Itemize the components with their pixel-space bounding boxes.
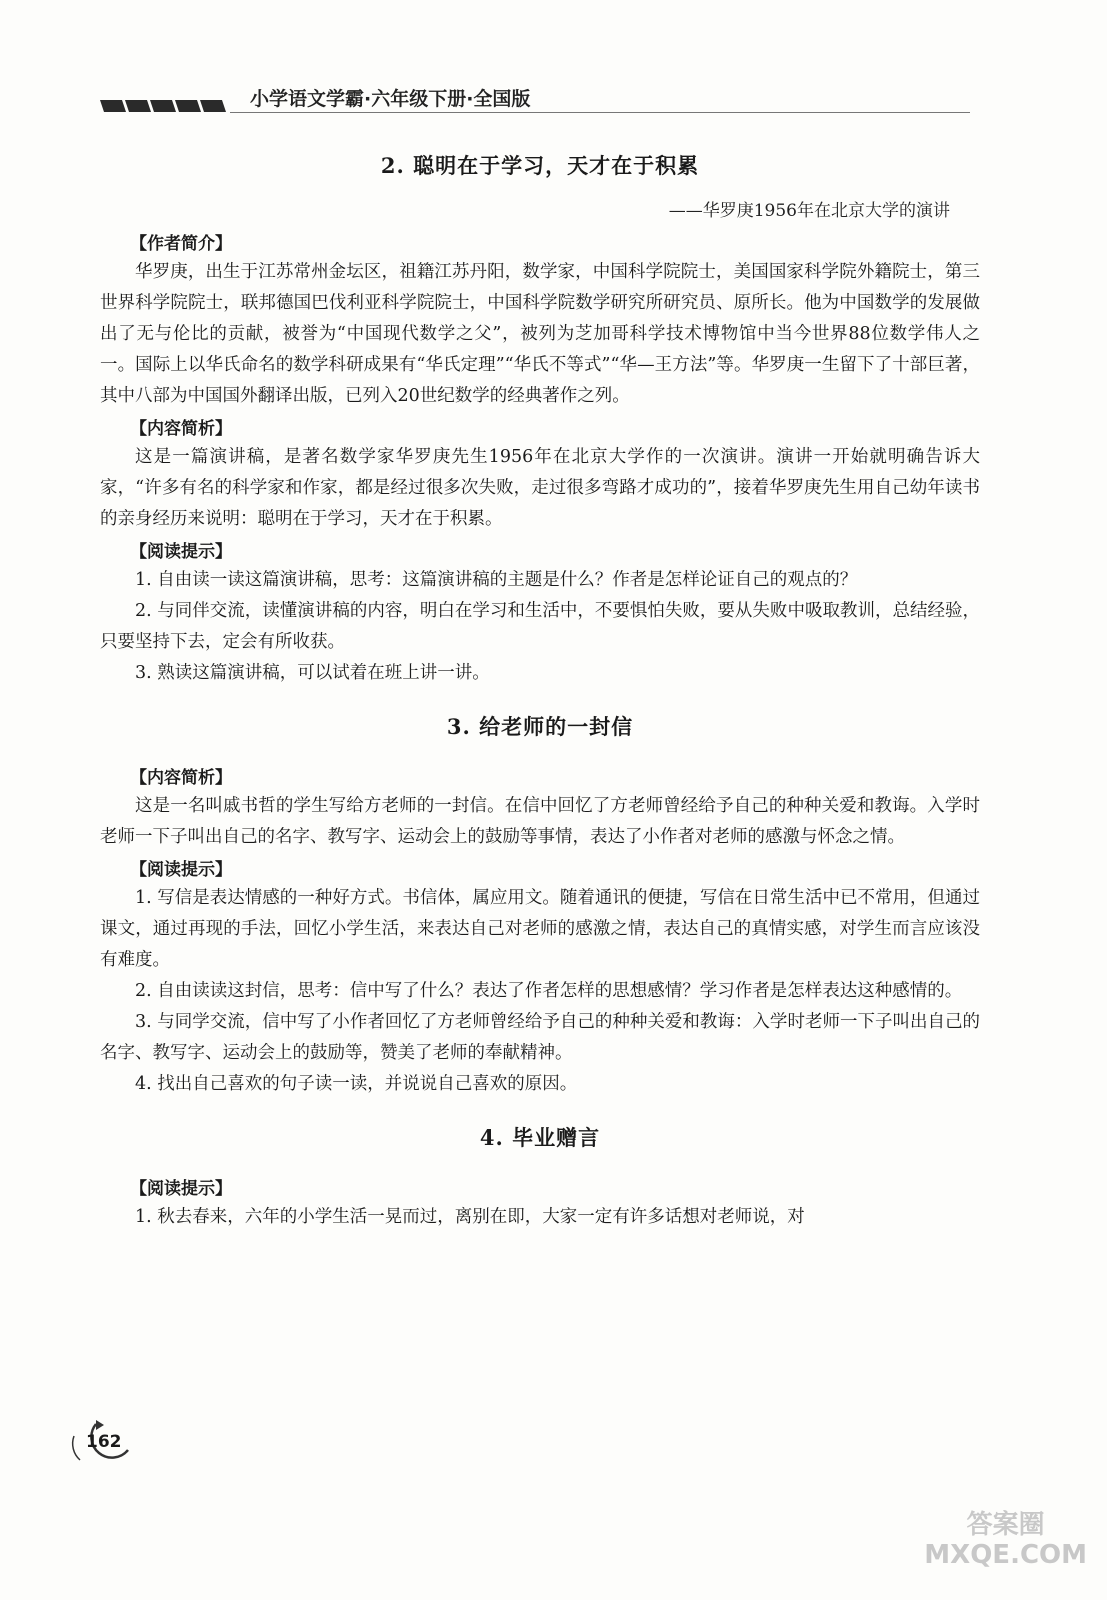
block-label: 【阅读提示】: [130, 542, 232, 562]
paragraph: 1. 写信是表达情感的一种好方式。书信体，属应用文。随着通讯的便捷，写信在日常生活中已不常用，但通过课文，通过再现的手法，回忆小学生活，来表达自己对老师的感激之情，表达自己的真情实感，对学生而言应该没有难度。: [100, 888, 980, 970]
paragraph: 这是一篇演讲稿，是著名数学家华罗庚先生1956年在北京大学作的一次演讲。演讲一开始就明确告诉大家，“许多有名的科学家和作家，都是经过很多次失败，走过很多弯路才成功的”，接着华罗庚先生用自己幼年读书的亲身经历来说明：聪明在于学习，天才在于积累。: [100, 447, 980, 529]
block-label: 【阅读提示】: [130, 860, 232, 880]
paragraph: 3. 熟读这篇演讲稿，可以试着在班上讲一讲。: [135, 663, 490, 683]
section-subtitle: ——华罗庚1956年在北京大学的演讲: [668, 201, 950, 221]
paragraph: 2. 自由读读这封信，思考：信中写了什么？表达了作者怎样的思想感情？学习作者是怎样表达这种感情的。: [135, 981, 963, 1001]
paragraph: 1. 自由读一读这篇演讲稿，思考：这篇演讲稿的主题是什么？作者是怎样论证自己的观点的？: [135, 570, 858, 590]
block-label: 【内容简析】: [130, 419, 232, 439]
section-title: 4. 毕业赠言: [479, 1125, 601, 1150]
page-number: 162: [86, 1432, 122, 1452]
paragraph: 1. 秋去春来，六年的小学生活一晃而过，离别在即，大家一定有许多话想对老师说，对: [135, 1207, 805, 1227]
watermark-line2: MXQE.COM: [924, 1540, 1087, 1570]
watermark-line1: 答案圈: [966, 1510, 1045, 1540]
section-title: 3. 给老师的一封信: [446, 714, 634, 739]
block-label: 【作者简介】: [130, 234, 232, 254]
paragraph: 华罗庚，出生于江苏常州金坛区，祖籍江苏丹阳，数学家，中国科学院院士，美国国家科学院外籍院士，第三世界科学院院士，联邦德国巴伐利亚科学院院士，中国科学院数学研究所研究员、原所长。他为中国数学的发展做出了无与伦比的贡献，被誉为“中国现代数学之父”，被列为芝加哥科学技术博物馆中当今世界88位数学伟人之一。国际上以华氏命名的数学科研成果有“华氏定理”“华氏不等式”“华—王方法”等。华罗庚一生留下了十部巨著，其中八部为中国国外翻译出版，已列入20世纪数学的经典著作之列。: [100, 262, 980, 406]
watermark: [924, 1510, 1087, 1570]
paragraph: 2. 与同伴交流，读懂演讲稿的内容，明白在学习和生活中，不要惧怕失败，要从失败中吸取教训，总结经验，只要坚持下去，定会有所收获。: [100, 601, 980, 652]
page-header: [100, 82, 970, 122]
page-content: [100, 150, 980, 1233]
page-number-badge: [66, 1420, 136, 1466]
paragraph: 4. 找出自己喜欢的句子读一读，并说说自己喜欢的原因。: [135, 1074, 578, 1094]
paragraph: 这是一名叫戚书哲的学生写给方老师的一封信。在信中回忆了方老师曾经给予自己的种种关爱和教诲。入学时老师一下子叫出自己的名字、教写字、运动会上的鼓励等事情，表达了小作者对老师的感激与怀念之情。: [100, 796, 980, 847]
block-label: 【内容简析】: [130, 768, 232, 788]
section-title: 2. 聪明在于学习，天才在于积累: [380, 153, 700, 178]
header-rule: [230, 112, 970, 113]
book-title: 小学语文学霸·六年级下册·全国版: [250, 88, 531, 110]
header-decoration-icon: [100, 96, 230, 114]
paragraph: 3. 与同学交流，信中写了小作者回忆了方老师曾经给予自己的种种关爱和教诲：入学时老师一下子叫出自己的名字、教写字、运动会上的鼓励等，赞美了老师的奉献精神。: [100, 1012, 980, 1063]
block-label: 【阅读提示】: [130, 1179, 232, 1199]
